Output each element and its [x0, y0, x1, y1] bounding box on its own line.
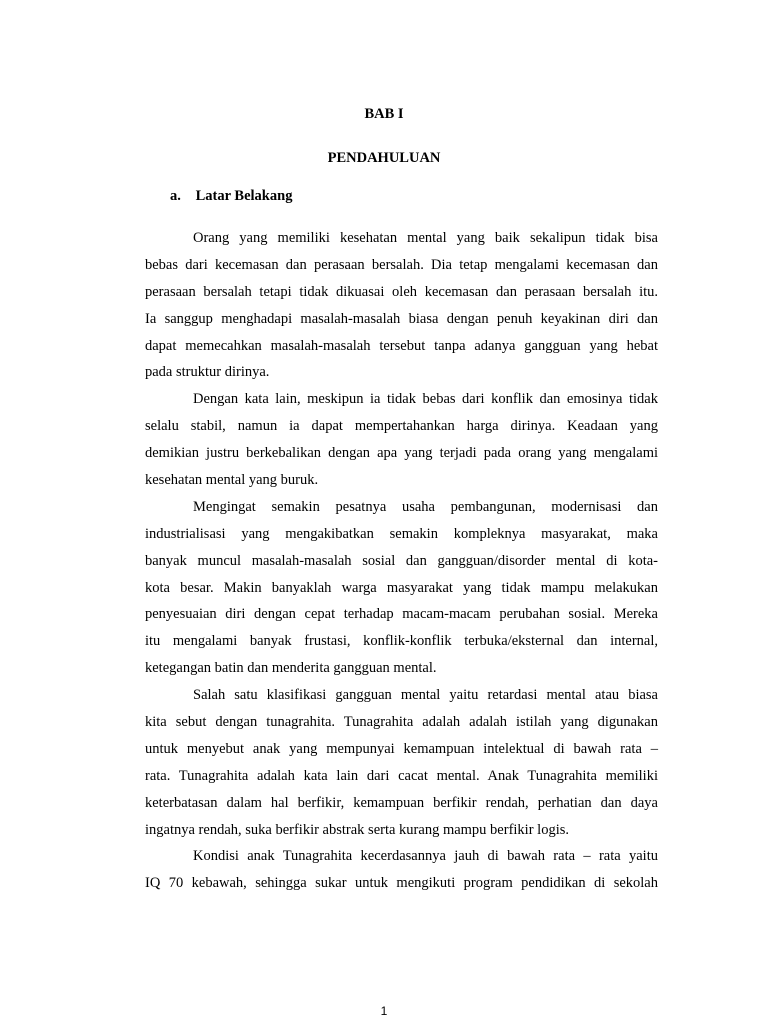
text-line: bebas dari kecemasan dan perasaan bersalah. Dia tetap mengalami kecemasan dan [145, 256, 658, 273]
text-line: kota besar. Makin banyaklah warga masyarakat yang tidak mampu melakukan [145, 579, 658, 596]
text-line: Salah satu klasifikasi gangguan mental yaitu retardasi mental atau biasa [193, 687, 658, 704]
text-line: Mengingat semakin pesatnya usaha pembangunan, modernisasi dan [193, 498, 658, 515]
text-line: perasaan bersalah tetapi tidak dikuasai oleh kecemasan dan perasaan bersalah itu. [145, 283, 658, 300]
text-line: Ia sanggup menghadapi masalah-masalah biasa dengan penuh keyakinan diri dan [145, 310, 658, 327]
chapter-title: PENDAHULUAN [327, 150, 441, 166]
text-line: Kondisi anak Tunagrahita kecerdasannya jauh di bawah rata – rata yaitu [193, 848, 658, 865]
text-line: untuk menyebut anak yang mempunyai kemampuan intelektual di bawah rata – [145, 740, 658, 757]
text-line: penyesuaian diri dengan cepat terhadap macam-macam perubahan sosial. Mereka [145, 606, 658, 623]
text-line: Dengan kata lain, meskipun ia tidak bebas dari konflik dan emosinya tidak [193, 391, 658, 408]
text-line: industrialisasi yang mengakibatkan semakin kompleknya masyarakat, maka [145, 525, 658, 542]
text-line: rata. Tunagrahita adalah kata lain dari cacat mental. Anak Tunagrahita memiliki [145, 767, 658, 784]
text-line: kita sebut dengan tunagrahita. Tunagrahita adalah adalah istilah yang digunakan [145, 714, 658, 731]
text-line: ingatnya rendah, suka berfikir abstrak serta kurang mampu berfikir logis. [145, 821, 569, 838]
text-line: keterbatasan dalam hal berfikir, kemampuan berfikir rendah, perhatian dan daya [145, 794, 658, 811]
text-line: banyak muncul masalah-masalah sosial dan gangguan/disorder mental di kota- [145, 552, 658, 569]
text-line: demikian justru berkebalikan dengan apa yang terjadi pada orang yang mengalami [145, 445, 658, 462]
body-text [145, 225, 658, 897]
section-heading [170, 188, 292, 205]
section-number: a. [170, 188, 181, 204]
text-line: ketegangan batin dan menderita gangguan mental. [145, 660, 437, 677]
text-line: kesehatan mental yang buruk. [145, 472, 319, 489]
text-line: Orang yang memiliki kesehatan mental yang baik sekalipun tidak bisa [193, 230, 658, 246]
page-number: 1 [380, 1004, 388, 1018]
text-line: itu mengalami banyak frustasi, konflik-konflik terbuka/eksternal dan internal, [145, 633, 658, 650]
chapter-heading: BAB I [364, 106, 404, 122]
text-line: IQ 70 kebawah, sehingga sukar untuk mengikuti program pendidikan di sekolah [145, 875, 658, 892]
text-line: dapat memecahkan masalah-masalah tersebut tanpa adanya gangguan yang hebat [145, 337, 658, 354]
text-line: selalu stabil, namun ia dapat mempertahankan harga dirinya. Keadaan yang [145, 418, 658, 435]
text-line: pada struktur dirinya. [145, 364, 270, 381]
section-title: Latar Belakang [195, 188, 293, 204]
